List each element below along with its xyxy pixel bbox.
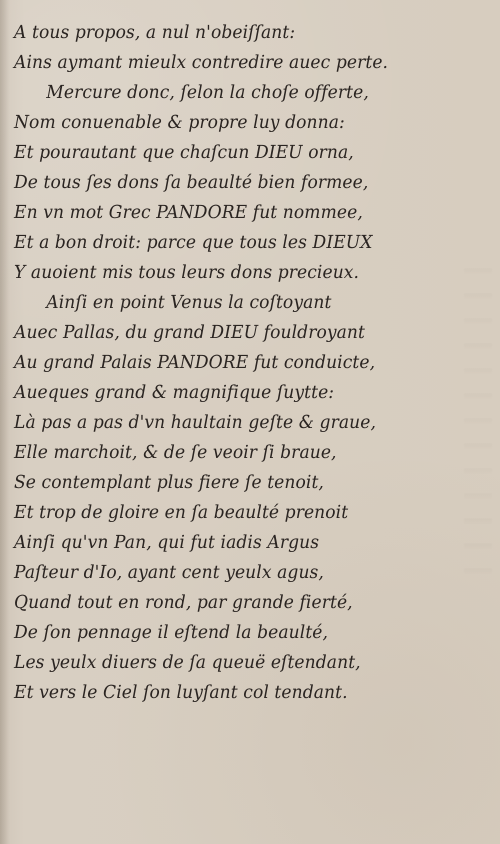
poem-line-21: De ſon pennage il eſtend la beaulté,	[14, 622, 329, 643]
poem-line-19: Paſteur d'Io, ayant cent yeulx agus,	[14, 562, 324, 583]
poem-line-7: En vn mot Grec PANDORE fut nommee,	[14, 202, 363, 223]
poem-line-15: Elle marchoit, & de ſe veoir ſi braue,	[14, 442, 337, 463]
poem-line-13: Aueques grand & magnifique ſuytte:	[14, 382, 335, 403]
poem-line-22: Les yeulx diuers de ſa queuë eſtendant,	[14, 652, 361, 673]
poem-line-4: Nom conuenable & propre luy donna:	[14, 112, 345, 133]
poem-line-9: Y auoient mis tous leurs dons precieux.	[14, 262, 360, 283]
poem-line-16: Se contemplant plus fiere ſe tenoit,	[14, 472, 324, 493]
poem-line-20: Quand tout en rond, par grande fierté,	[14, 592, 353, 613]
poem-line-1: A tous propos, a nul n'obeiſſant:	[14, 22, 296, 43]
poem-text	[14, 18, 484, 708]
poem-line-10: Ainſi en point Venus la coſtoyant	[46, 292, 332, 313]
poem-line-8: Et a bon droit: parce que tous les DIEUX	[14, 232, 373, 253]
poem-line-23: Et vers le Ciel ſon luyſant col tendant.	[14, 682, 348, 703]
poem-line-6: De tous ſes dons ſa beaulté bien formee,	[14, 172, 369, 193]
poem-line-3: Mercure donc, ſelon la choſe offerte,	[46, 82, 369, 103]
poem-line-5: Et pourautant que chaſcun DIEU orna,	[14, 142, 354, 163]
poem-line-12: Au grand Palais PANDORE fut conduicte,	[14, 352, 376, 373]
poem-line-11: Auec Pallas, du grand DIEU fouldroyant	[14, 322, 365, 343]
poem-line-17: Et trop de gloire en ſa beaulté prenoit	[14, 502, 349, 523]
poem-line-14: Là pas a pas d'vn haultain geſte & graue,	[14, 412, 377, 433]
poem-line-2: Ains aymant mieulx contredire auec perte.	[14, 52, 389, 73]
poem-line-18: Ainſi qu'vn Pan, qui fut iadis Argus	[14, 532, 320, 553]
